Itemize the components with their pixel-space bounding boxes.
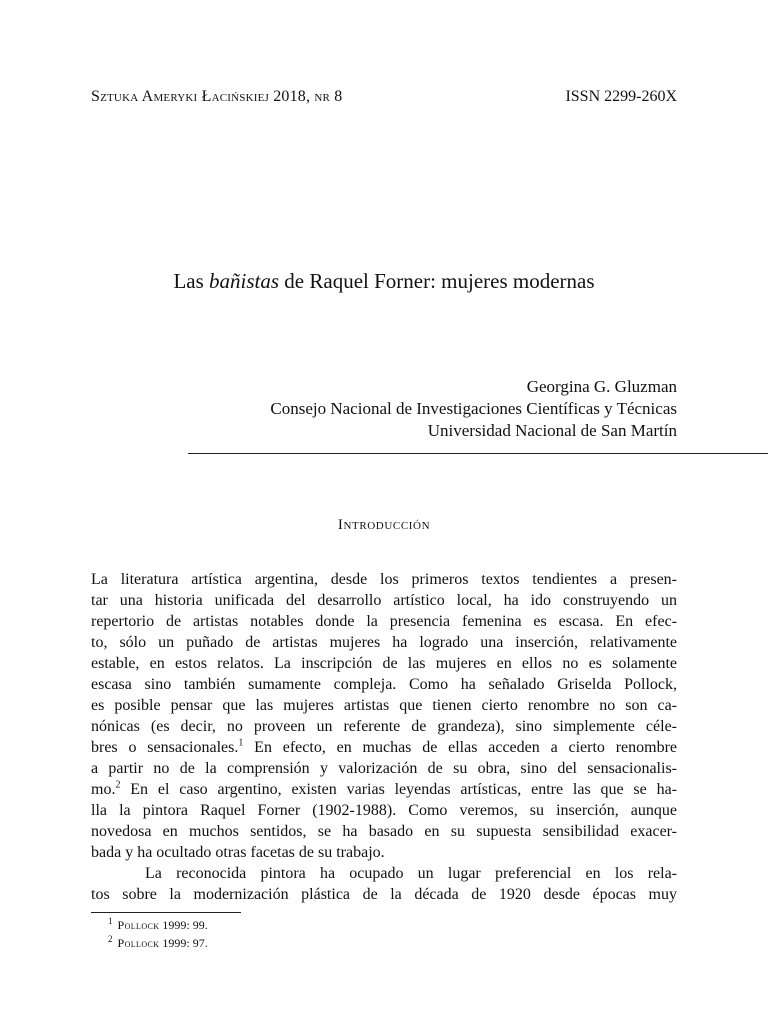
text-segment: En efecto, en muchas de ellas acceden a cierto renombre — [243, 739, 678, 756]
text-line: estable, en estos relatos. La inscripción de las mujeres en ellos no es solamente — [91, 655, 677, 672]
author-affiliation: Universidad Nacional de San Martín — [427, 421, 677, 440]
running-header — [91, 88, 677, 110]
text-line: novedosa en muchos sentidos, se ha basado en su supuesta sensibilidad exacer- — [91, 823, 677, 840]
author-affiliation: Consejo Nacional de Investigaciones Científicas y Técnicas — [270, 399, 677, 418]
footnote-1 — [108, 916, 208, 934]
author-block — [270, 376, 677, 442]
footnote-ref: 1999: 99. — [159, 918, 208, 932]
footnote-author: Pollock — [117, 918, 160, 932]
text-line — [91, 737, 677, 758]
text-line: tar una historia unificada del desarrollo artístico local, ha ido construyendo un — [91, 592, 677, 609]
journal-name: Sztuka Ameryki Łacińskiej 2018, nr 8 — [91, 88, 343, 105]
text-line: bada y ha ocultado otras facetas de su trabajo. — [91, 844, 385, 861]
text-line: La literatura artística argentina, desde los primeros textos tendientes a presen- — [91, 571, 677, 588]
footnote-ref-1[interactable]: 1 — [238, 737, 244, 749]
text-line: La reconocida pintora ha ocupado un lugar preferencial en los rela- — [145, 865, 677, 882]
text-line: to, sólo un puñado de artistas mujeres ha logrado una inserción, relativamente — [91, 634, 677, 651]
footnote-ref: 1999: 97. — [159, 936, 208, 950]
section-heading: Introducción — [337, 517, 431, 533]
title-divider — [188, 453, 768, 454]
text-line: es posible pensar que las mujeres artistas que tienen cierto renombre no son ca- — [91, 697, 677, 714]
text-line: lla la pintora Raquel Forner (1902-1988). Como veremos, su inserción, aunque — [91, 802, 677, 819]
body-text — [91, 569, 677, 905]
footnote-author: Pollock — [117, 936, 160, 950]
text-line: repertorio de artistas notables donde la presencia femenina es escasa. En efec- — [91, 613, 677, 630]
title-prefix: Las — [173, 269, 210, 293]
issn: ISSN 2299-260X — [565, 88, 677, 105]
footnote-ref-2[interactable]: 2 — [115, 779, 121, 791]
author-name: Georgina G. Gluzman — [526, 377, 677, 396]
footnotes — [108, 916, 208, 952]
text-line — [91, 779, 677, 800]
article-title — [0, 269, 768, 294]
text-segment: mo. — [91, 781, 116, 798]
text-segment: En el caso argentino, existen varias leyendas artísticas, entre las que se ha- — [120, 781, 677, 798]
footnote-number: 1 — [108, 916, 113, 926]
title-suffix: de Raquel Forner: mujeres modernas — [279, 269, 595, 293]
title-italic: bañistas — [209, 269, 280, 293]
text-line: a partir no de la comprensión y valorización de su obra, sino del sensacionalis- — [91, 760, 677, 777]
text-segment: bres o sensacionales. — [91, 739, 239, 756]
text-line: tos sobre la modernización plástica de la década de 1920 desde épocas muy — [91, 886, 677, 903]
footnote-divider — [91, 912, 241, 913]
text-line: nónicas (es decir, no proveen un referente de grandeza), sino simplemente céle- — [91, 718, 677, 735]
text-line: escasa sino también sumamente compleja. Como ha señalado Griselda Pollock, — [91, 676, 677, 693]
footnote-2 — [108, 934, 208, 952]
footnote-number: 2 — [108, 934, 113, 944]
